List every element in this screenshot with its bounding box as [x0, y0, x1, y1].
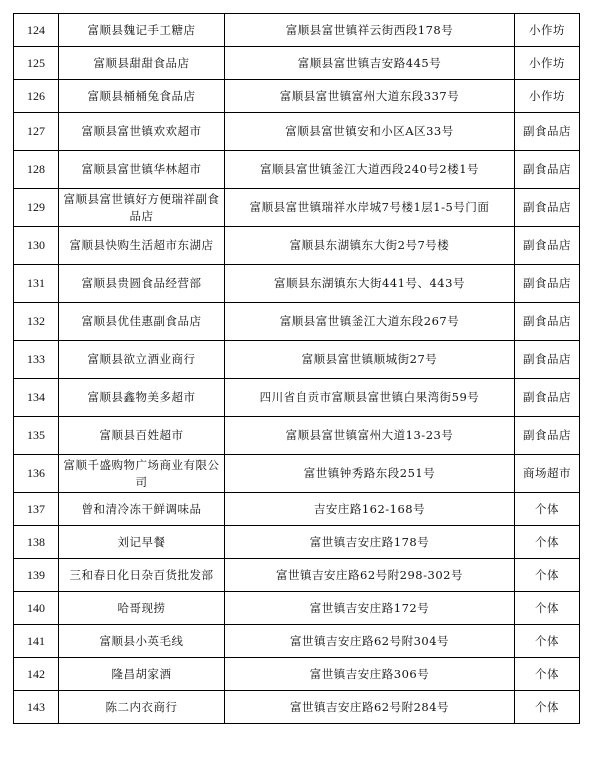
business-name-cell: 富顺县小英毛线 [59, 625, 225, 658]
business-name-cell: 富顺县快购生活超市东湖店 [59, 227, 225, 265]
business-address-cell: 富顺县富世镇吉安路445号 [225, 47, 515, 80]
business-address-cell: 富顺县富世镇釜江大道西段240号2楼1号 [225, 151, 515, 189]
business-name-cell: 富顺县优佳惠副食品店 [59, 303, 225, 341]
business-address-cell: 富世镇吉安庄路172号 [225, 592, 515, 625]
table-row [14, 303, 580, 341]
business-name-cell: 富顺县贵圆食品经营部 [59, 265, 225, 303]
business-type-cell: 小作坊 [515, 47, 580, 80]
row-number-cell: 134 [14, 379, 59, 417]
business-address-cell: 富世镇吉安庄路62号附284号 [225, 691, 515, 724]
table-row [14, 227, 580, 265]
business-type-cell: 副食品店 [515, 151, 580, 189]
business-address-cell: 富世镇钟秀路东段251号 [225, 455, 515, 493]
table-row [14, 265, 580, 303]
row-number-cell: 131 [14, 265, 59, 303]
row-number-cell: 140 [14, 592, 59, 625]
table-row [14, 379, 580, 417]
business-name-cell: 富顺县魏记手工糖店 [59, 14, 225, 47]
business-type-cell: 副食品店 [515, 265, 580, 303]
row-number-cell: 127 [14, 113, 59, 151]
row-number-cell: 142 [14, 658, 59, 691]
business-address-cell: 吉安庄路162-168号 [225, 493, 515, 526]
business-address-cell: 富世镇吉安庄路62号附298-302号 [225, 559, 515, 592]
row-number-cell: 136 [14, 455, 59, 493]
business-address-cell: 富顺县富世镇釜江大道东段267号 [225, 303, 515, 341]
business-type-cell: 个体 [515, 691, 580, 724]
business-name-cell: 富顺县百姓超市 [59, 417, 225, 455]
business-name-cell: 哈哥现捞 [59, 592, 225, 625]
business-address-cell: 富顺县富世镇顺城街27号 [225, 341, 515, 379]
row-number-cell: 137 [14, 493, 59, 526]
business-name-cell: 富顺县富世镇华林超市 [59, 151, 225, 189]
business-name-cell: 富顺县桶桶兔食品店 [59, 80, 225, 113]
business-address-cell: 富世镇吉安庄路178号 [225, 526, 515, 559]
business-address-cell: 富顺县富世镇祥云街西段178号 [225, 14, 515, 47]
row-number-cell: 139 [14, 559, 59, 592]
business-address-cell: 富顺县富世镇富州大道13-23号 [225, 417, 515, 455]
table-row [14, 625, 580, 658]
business-address-cell: 富顺县东湖镇东大街2号7号楼 [225, 227, 515, 265]
business-name-cell: 陈二内衣商行 [59, 691, 225, 724]
table-row [14, 113, 580, 151]
table-row [14, 151, 580, 189]
business-name-cell: 富顺千盛购物广场商业有限公司 [59, 455, 225, 493]
business-address-cell: 富世镇吉安庄路62号附304号 [225, 625, 515, 658]
table-row [14, 417, 580, 455]
business-name-cell: 曾和清冷冻干鲜调味品 [59, 493, 225, 526]
business-type-cell: 副食品店 [515, 303, 580, 341]
row-number-cell: 126 [14, 80, 59, 113]
business-name-cell: 富顺县富世镇欢欢超市 [59, 113, 225, 151]
table-row [14, 526, 580, 559]
registry-table [13, 13, 580, 724]
business-type-cell: 个体 [515, 658, 580, 691]
business-type-cell: 个体 [515, 526, 580, 559]
business-type-cell: 副食品店 [515, 227, 580, 265]
table-row [14, 493, 580, 526]
business-type-cell: 副食品店 [515, 417, 580, 455]
table-row [14, 691, 580, 724]
business-type-cell: 个体 [515, 493, 580, 526]
business-address-cell: 富世镇吉安庄路306号 [225, 658, 515, 691]
business-address-cell: 富顺县富世镇安和小区A区33号 [225, 113, 515, 151]
row-number-cell: 129 [14, 189, 59, 227]
business-type-cell: 副食品店 [515, 341, 580, 379]
business-type-cell: 小作坊 [515, 80, 580, 113]
row-number-cell: 124 [14, 14, 59, 47]
row-number-cell: 141 [14, 625, 59, 658]
row-number-cell: 125 [14, 47, 59, 80]
business-type-cell: 个体 [515, 625, 580, 658]
business-type-cell: 副食品店 [515, 379, 580, 417]
table-row [14, 47, 580, 80]
table-row [14, 14, 580, 47]
registry-table-page [13, 13, 579, 724]
table-row [14, 559, 580, 592]
row-number-cell: 143 [14, 691, 59, 724]
table-row [14, 592, 580, 625]
row-number-cell: 132 [14, 303, 59, 341]
row-number-cell: 135 [14, 417, 59, 455]
table-row [14, 455, 580, 493]
business-address-cell: 四川省自贡市富顺县富世镇白果湾街59号 [225, 379, 515, 417]
business-address-cell: 富顺县富世镇瑞祥水岸城7号楼1层1-5号门面 [225, 189, 515, 227]
business-address-cell: 富顺县东湖镇东大街441号、443号 [225, 265, 515, 303]
business-type-cell: 副食品店 [515, 113, 580, 151]
business-type-cell: 个体 [515, 559, 580, 592]
table-row [14, 341, 580, 379]
business-address-cell: 富顺县富世镇富州大道东段337号 [225, 80, 515, 113]
business-type-cell: 副食品店 [515, 189, 580, 227]
business-type-cell: 小作坊 [515, 14, 580, 47]
row-number-cell: 128 [14, 151, 59, 189]
business-name-cell: 富顺县鑫物美多超市 [59, 379, 225, 417]
row-number-cell: 138 [14, 526, 59, 559]
registry-table-body [14, 14, 580, 724]
row-number-cell: 130 [14, 227, 59, 265]
business-name-cell: 富顺县甜甜食品店 [59, 47, 225, 80]
table-row [14, 658, 580, 691]
business-name-cell: 富顺县富世镇好方便瑞祥副食品店 [59, 189, 225, 227]
table-row [14, 189, 580, 227]
business-type-cell: 个体 [515, 592, 580, 625]
business-name-cell: 三和春日化日杂百货批发部 [59, 559, 225, 592]
business-name-cell: 隆昌胡家酒 [59, 658, 225, 691]
table-row [14, 80, 580, 113]
business-name-cell: 刘记早餐 [59, 526, 225, 559]
business-name-cell: 富顺县欲立酒业商行 [59, 341, 225, 379]
row-number-cell: 133 [14, 341, 59, 379]
business-type-cell: 商场超市 [515, 455, 580, 493]
